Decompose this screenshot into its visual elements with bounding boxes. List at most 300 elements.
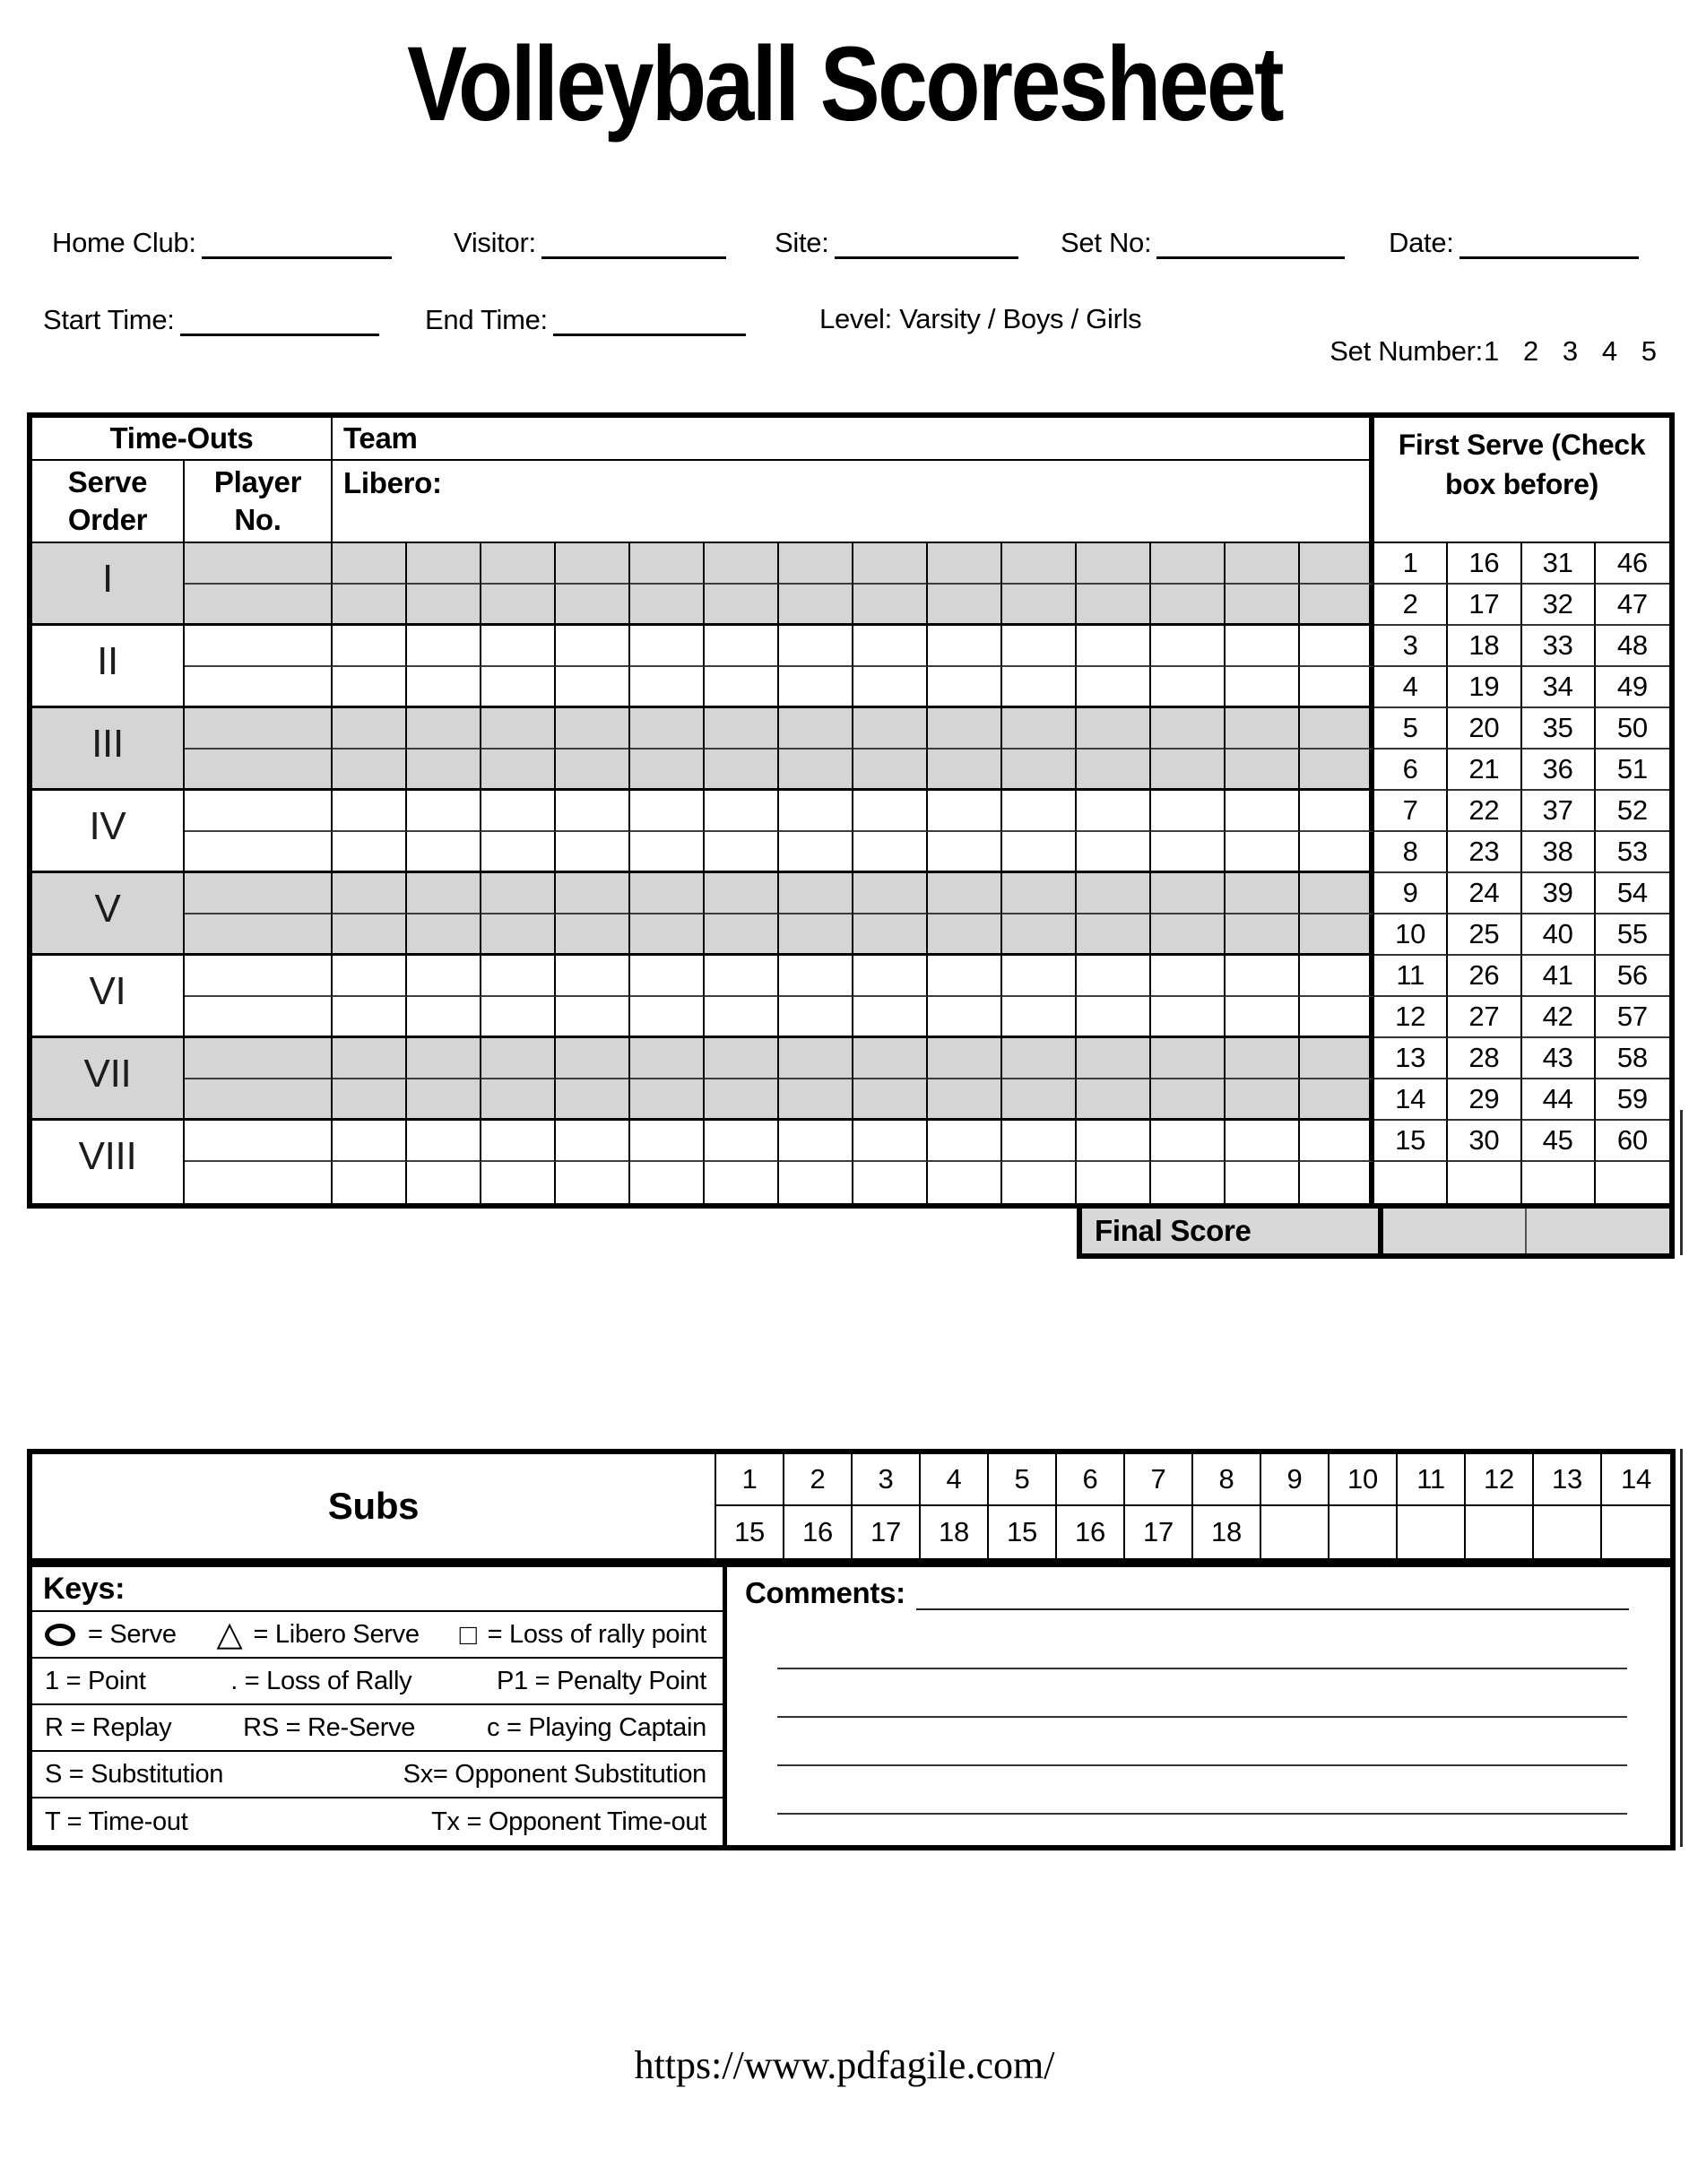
- player-no-cell[interactable]: [185, 667, 333, 708]
- first-serve-checkbox-cell[interactable]: 19: [1448, 667, 1521, 708]
- score-cell[interactable]: [1151, 1121, 1226, 1162]
- score-cell[interactable]: [705, 914, 779, 956]
- subs-cell[interactable]: 3: [853, 1454, 921, 1506]
- score-cell[interactable]: [779, 1162, 853, 1203]
- score-cell[interactable]: [1077, 708, 1151, 750]
- score-cell[interactable]: [1002, 708, 1077, 750]
- score-cell[interactable]: [1226, 708, 1300, 750]
- subs-cell[interactable]: 12: [1466, 1454, 1534, 1506]
- first-serve-checkbox-cell[interactable]: 52: [1596, 791, 1669, 832]
- score-cell[interactable]: [1151, 832, 1226, 873]
- first-serve-checkbox-cell[interactable]: 28: [1448, 1038, 1521, 1079]
- score-cell[interactable]: [1077, 1162, 1151, 1203]
- player-no-cell[interactable]: [185, 956, 333, 997]
- first-serve-checkbox-cell[interactable]: 42: [1522, 997, 1596, 1038]
- player-no-cell[interactable]: [185, 1162, 333, 1203]
- first-serve-checkbox-cell[interactable]: 22: [1448, 791, 1521, 832]
- score-cell[interactable]: [1226, 750, 1300, 791]
- set-no-blank[interactable]: [1156, 224, 1345, 259]
- score-cell[interactable]: [1226, 543, 1300, 585]
- first-serve-checkbox-cell[interactable]: 34: [1522, 667, 1596, 708]
- score-cell[interactable]: [1002, 626, 1077, 667]
- first-serve-checkbox-cell[interactable]: 50: [1596, 708, 1669, 750]
- first-serve-checkbox-cell[interactable]: 5: [1374, 708, 1448, 750]
- subs-cell[interactable]: 17: [1125, 1506, 1193, 1558]
- subs-cell[interactable]: 1: [716, 1454, 784, 1506]
- first-serve-checkbox-cell[interactable]: 2: [1374, 585, 1448, 626]
- start-time-blank[interactable]: [180, 301, 379, 336]
- score-cell[interactable]: [481, 708, 556, 750]
- final-score-visitor-cell[interactable]: [1525, 1209, 1669, 1253]
- score-cell[interactable]: [481, 956, 556, 997]
- first-serve-checkbox-cell[interactable]: 60: [1596, 1121, 1669, 1162]
- score-cell[interactable]: [1300, 626, 1374, 667]
- score-cell[interactable]: [333, 1121, 407, 1162]
- score-cell[interactable]: [630, 832, 705, 873]
- subs-cell[interactable]: 6: [1057, 1454, 1125, 1506]
- score-cell[interactable]: [1151, 543, 1226, 585]
- comment-line[interactable]: [777, 1764, 1627, 1766]
- score-cell[interactable]: [1077, 873, 1151, 914]
- score-cell[interactable]: [1002, 1121, 1077, 1162]
- subs-cell[interactable]: 2: [784, 1454, 853, 1506]
- score-cell[interactable]: [1002, 791, 1077, 832]
- first-serve-checkbox-cell[interactable]: 47: [1596, 585, 1669, 626]
- score-cell[interactable]: [853, 585, 928, 626]
- score-cell[interactable]: [1226, 1162, 1300, 1203]
- score-cell[interactable]: [1151, 667, 1226, 708]
- score-cell[interactable]: [630, 750, 705, 791]
- subs-cell[interactable]: 10: [1330, 1454, 1398, 1506]
- score-cell[interactable]: [630, 914, 705, 956]
- score-cell[interactable]: [928, 585, 1002, 626]
- score-cell[interactable]: [481, 585, 556, 626]
- score-cell[interactable]: [705, 708, 779, 750]
- subs-cell[interactable]: 7: [1125, 1454, 1193, 1506]
- first-serve-checkbox-cell[interactable]: 56: [1596, 956, 1669, 997]
- first-serve-checkbox-cell[interactable]: 30: [1448, 1121, 1521, 1162]
- subs-cell[interactable]: 15: [716, 1506, 784, 1558]
- subs-cell[interactable]: 5: [989, 1454, 1057, 1506]
- player-no-cell[interactable]: [185, 1038, 333, 1079]
- score-cell[interactable]: [853, 626, 928, 667]
- score-cell[interactable]: [779, 997, 853, 1038]
- score-cell[interactable]: [1300, 543, 1374, 585]
- first-serve-checkbox-cell[interactable]: 14: [1374, 1079, 1448, 1121]
- score-cell[interactable]: [630, 585, 705, 626]
- subs-cell[interactable]: 16: [784, 1506, 853, 1558]
- score-cell[interactable]: [481, 832, 556, 873]
- first-serve-checkbox-cell[interactable]: 40: [1522, 914, 1596, 956]
- first-serve-checkbox-cell[interactable]: 38: [1522, 832, 1596, 873]
- score-cell[interactable]: [1300, 708, 1374, 750]
- player-no-cell[interactable]: [185, 750, 333, 791]
- score-cell[interactable]: [333, 1038, 407, 1079]
- score-cell[interactable]: [333, 832, 407, 873]
- first-serve-checkbox-cell[interactable]: 11: [1374, 956, 1448, 997]
- player-no-cell[interactable]: [185, 626, 333, 667]
- first-serve-checkbox-cell[interactable]: 1: [1374, 543, 1448, 585]
- player-no-cell[interactable]: [185, 832, 333, 873]
- score-cell[interactable]: [630, 667, 705, 708]
- first-serve-checkbox-cell[interactable]: [1374, 1162, 1448, 1203]
- score-cell[interactable]: [705, 1038, 779, 1079]
- score-cell[interactable]: [928, 1162, 1002, 1203]
- score-cell[interactable]: [928, 750, 1002, 791]
- score-cell[interactable]: [333, 1079, 407, 1121]
- score-cell[interactable]: [779, 626, 853, 667]
- score-cell[interactable]: [407, 1038, 481, 1079]
- score-cell[interactable]: [1300, 832, 1374, 873]
- score-cell[interactable]: [853, 667, 928, 708]
- score-cell[interactable]: [928, 956, 1002, 997]
- first-serve-checkbox-cell[interactable]: 21: [1448, 750, 1521, 791]
- set-number-option-3[interactable]: 3: [1562, 335, 1578, 367]
- subs-cell[interactable]: 16: [1057, 1506, 1125, 1558]
- score-cell[interactable]: [407, 1121, 481, 1162]
- first-serve-checkbox-cell[interactable]: 17: [1448, 585, 1521, 626]
- score-cell[interactable]: [1151, 626, 1226, 667]
- score-cell[interactable]: [1300, 997, 1374, 1038]
- first-serve-checkbox-cell[interactable]: 29: [1448, 1079, 1521, 1121]
- score-cell[interactable]: [556, 1162, 630, 1203]
- score-cell[interactable]: [556, 667, 630, 708]
- first-serve-checkbox-cell[interactable]: 16: [1448, 543, 1521, 585]
- score-cell[interactable]: [481, 750, 556, 791]
- score-cell[interactable]: [1226, 832, 1300, 873]
- score-cell[interactable]: [1226, 914, 1300, 956]
- first-serve-checkbox-cell[interactable]: [1522, 1162, 1596, 1203]
- first-serve-checkbox-cell[interactable]: 48: [1596, 626, 1669, 667]
- score-cell[interactable]: [556, 956, 630, 997]
- score-cell[interactable]: [1300, 1079, 1374, 1121]
- subs-cell[interactable]: 4: [921, 1454, 989, 1506]
- score-cell[interactable]: [779, 791, 853, 832]
- home-club-blank[interactable]: [202, 224, 392, 259]
- comment-line[interactable]: [916, 1576, 1629, 1610]
- score-cell[interactable]: [333, 708, 407, 750]
- score-cell[interactable]: [407, 1162, 481, 1203]
- score-cell[interactable]: [333, 914, 407, 956]
- score-cell[interactable]: [333, 585, 407, 626]
- score-cell[interactable]: [1002, 873, 1077, 914]
- score-cell[interactable]: [1077, 585, 1151, 626]
- score-cell[interactable]: [481, 1079, 556, 1121]
- score-cell[interactable]: [779, 873, 853, 914]
- first-serve-checkbox-cell[interactable]: 45: [1522, 1121, 1596, 1162]
- score-cell[interactable]: [1226, 626, 1300, 667]
- score-cell[interactable]: [407, 708, 481, 750]
- score-cell[interactable]: [556, 1121, 630, 1162]
- score-cell[interactable]: [407, 667, 481, 708]
- score-cell[interactable]: [1002, 1162, 1077, 1203]
- score-cell[interactable]: [1226, 1121, 1300, 1162]
- score-cell[interactable]: [556, 832, 630, 873]
- first-serve-checkbox-cell[interactable]: 55: [1596, 914, 1669, 956]
- score-cell[interactable]: [556, 914, 630, 956]
- score-cell[interactable]: [928, 626, 1002, 667]
- score-cell[interactable]: [1226, 956, 1300, 997]
- score-cell[interactable]: [556, 708, 630, 750]
- first-serve-checkbox-cell[interactable]: 3: [1374, 626, 1448, 667]
- player-no-cell[interactable]: [185, 543, 333, 585]
- first-serve-checkbox-cell[interactable]: 59: [1596, 1079, 1669, 1121]
- score-cell[interactable]: [333, 543, 407, 585]
- score-cell[interactable]: [1151, 791, 1226, 832]
- score-cell[interactable]: [556, 997, 630, 1038]
- score-cell[interactable]: [333, 626, 407, 667]
- first-serve-checkbox-cell[interactable]: 44: [1522, 1079, 1596, 1121]
- score-cell[interactable]: [705, 1079, 779, 1121]
- score-cell[interactable]: [481, 997, 556, 1038]
- subs-cell[interactable]: 9: [1261, 1454, 1330, 1506]
- score-cell[interactable]: [333, 956, 407, 997]
- score-cell[interactable]: [630, 543, 705, 585]
- first-serve-checkbox-cell[interactable]: 4: [1374, 667, 1448, 708]
- score-cell[interactable]: [779, 832, 853, 873]
- score-cell[interactable]: [630, 1162, 705, 1203]
- score-cell[interactable]: [705, 667, 779, 708]
- date-blank[interactable]: [1459, 224, 1639, 259]
- first-serve-checkbox-cell[interactable]: 37: [1522, 791, 1596, 832]
- score-cell[interactable]: [705, 791, 779, 832]
- subs-cell[interactable]: 17: [853, 1506, 921, 1558]
- score-cell[interactable]: [630, 1038, 705, 1079]
- score-cell[interactable]: [705, 873, 779, 914]
- first-serve-checkbox-cell[interactable]: 49: [1596, 667, 1669, 708]
- score-cell[interactable]: [1226, 873, 1300, 914]
- player-no-cell[interactable]: [185, 791, 333, 832]
- player-no-cell[interactable]: [185, 708, 333, 750]
- score-cell[interactable]: [853, 708, 928, 750]
- player-no-cell[interactable]: [185, 585, 333, 626]
- score-cell[interactable]: [1002, 832, 1077, 873]
- player-no-cell[interactable]: [185, 873, 333, 914]
- score-cell[interactable]: [1300, 667, 1374, 708]
- score-cell[interactable]: [779, 667, 853, 708]
- score-cell[interactable]: [928, 914, 1002, 956]
- score-cell[interactable]: [1002, 1079, 1077, 1121]
- score-cell[interactable]: [1077, 667, 1151, 708]
- score-cell[interactable]: [1077, 956, 1151, 997]
- score-cell[interactable]: [1077, 750, 1151, 791]
- score-cell[interactable]: [928, 791, 1002, 832]
- set-number-option-5[interactable]: 5: [1641, 335, 1657, 367]
- subs-cell[interactable]: [1261, 1506, 1330, 1558]
- score-cell[interactable]: [779, 543, 853, 585]
- score-cell[interactable]: [1151, 585, 1226, 626]
- score-cell[interactable]: [407, 956, 481, 997]
- score-cell[interactable]: [407, 585, 481, 626]
- first-serve-checkbox-cell[interactable]: 7: [1374, 791, 1448, 832]
- score-cell[interactable]: [779, 1121, 853, 1162]
- score-cell[interactable]: [1002, 543, 1077, 585]
- score-cell[interactable]: [705, 626, 779, 667]
- score-cell[interactable]: [853, 832, 928, 873]
- first-serve-checkbox-cell[interactable]: 8: [1374, 832, 1448, 873]
- score-cell[interactable]: [1226, 997, 1300, 1038]
- first-serve-checkbox-cell[interactable]: 36: [1522, 750, 1596, 791]
- score-cell[interactable]: [779, 1038, 853, 1079]
- score-cell[interactable]: [928, 1038, 1002, 1079]
- score-cell[interactable]: [1077, 997, 1151, 1038]
- first-serve-checkbox-cell[interactable]: 51: [1596, 750, 1669, 791]
- score-cell[interactable]: [1151, 1162, 1226, 1203]
- first-serve-checkbox-cell[interactable]: 41: [1522, 956, 1596, 997]
- score-cell[interactable]: [853, 1038, 928, 1079]
- first-serve-checkbox-cell[interactable]: 24: [1448, 873, 1521, 914]
- set-number-option-4[interactable]: 4: [1601, 335, 1617, 367]
- score-cell[interactable]: [1077, 543, 1151, 585]
- first-serve-checkbox-cell[interactable]: 9: [1374, 873, 1448, 914]
- score-cell[interactable]: [928, 832, 1002, 873]
- first-serve-checkbox-cell[interactable]: 20: [1448, 708, 1521, 750]
- score-cell[interactable]: [853, 791, 928, 832]
- score-cell[interactable]: [407, 832, 481, 873]
- first-serve-checkbox-cell[interactable]: 39: [1522, 873, 1596, 914]
- score-cell[interactable]: [1300, 914, 1374, 956]
- score-cell[interactable]: [407, 543, 481, 585]
- score-cell[interactable]: [481, 873, 556, 914]
- first-serve-checkbox-cell[interactable]: 12: [1374, 997, 1448, 1038]
- score-cell[interactable]: [779, 750, 853, 791]
- first-serve-checkbox-cell[interactable]: 10: [1374, 914, 1448, 956]
- score-cell[interactable]: [407, 626, 481, 667]
- subs-cell[interactable]: [1534, 1506, 1602, 1558]
- score-cell[interactable]: [1077, 1079, 1151, 1121]
- score-cell[interactable]: [853, 997, 928, 1038]
- final-score-home-cell[interactable]: [1378, 1209, 1525, 1253]
- score-cell[interactable]: [556, 1038, 630, 1079]
- score-cell[interactable]: [1077, 791, 1151, 832]
- first-serve-checkbox-cell[interactable]: 43: [1522, 1038, 1596, 1079]
- first-serve-checkbox-cell[interactable]: [1596, 1162, 1669, 1203]
- score-cell[interactable]: [705, 585, 779, 626]
- score-cell[interactable]: [853, 873, 928, 914]
- score-cell[interactable]: [705, 1162, 779, 1203]
- subs-cell[interactable]: 8: [1193, 1454, 1261, 1506]
- score-cell[interactable]: [556, 543, 630, 585]
- score-cell[interactable]: [556, 873, 630, 914]
- first-serve-checkbox-cell[interactable]: 54: [1596, 873, 1669, 914]
- score-cell[interactable]: [1226, 1079, 1300, 1121]
- first-serve-checkbox-cell[interactable]: 15: [1374, 1121, 1448, 1162]
- score-cell[interactable]: [779, 708, 853, 750]
- score-cell[interactable]: [779, 914, 853, 956]
- player-no-cell[interactable]: [185, 997, 333, 1038]
- first-serve-checkbox-cell[interactable]: 27: [1448, 997, 1521, 1038]
- score-cell[interactable]: [1300, 1162, 1374, 1203]
- set-number-option-2[interactable]: 2: [1522, 335, 1538, 367]
- score-cell[interactable]: [1002, 956, 1077, 997]
- score-cell[interactable]: [1002, 667, 1077, 708]
- score-cell[interactable]: [630, 997, 705, 1038]
- score-cell[interactable]: [1226, 1038, 1300, 1079]
- score-cell[interactable]: [853, 543, 928, 585]
- score-cell[interactable]: [407, 791, 481, 832]
- subs-cell[interactable]: 18: [1193, 1506, 1261, 1558]
- set-number-option-1[interactable]: 1: [1483, 335, 1499, 367]
- subs-cell[interactable]: 11: [1398, 1454, 1466, 1506]
- score-cell[interactable]: [1151, 997, 1226, 1038]
- first-serve-checkbox-cell[interactable]: 35: [1522, 708, 1596, 750]
- score-cell[interactable]: [556, 1079, 630, 1121]
- first-serve-checkbox-cell[interactable]: 32: [1522, 585, 1596, 626]
- score-cell[interactable]: [1151, 914, 1226, 956]
- score-cell[interactable]: [407, 750, 481, 791]
- score-cell[interactable]: [333, 1162, 407, 1203]
- score-cell[interactable]: [1077, 1038, 1151, 1079]
- score-cell[interactable]: [853, 1162, 928, 1203]
- score-cell[interactable]: [556, 791, 630, 832]
- first-serve-checkbox-cell[interactable]: 23: [1448, 832, 1521, 873]
- score-cell[interactable]: [333, 667, 407, 708]
- score-cell[interactable]: [1226, 585, 1300, 626]
- score-cell[interactable]: [1300, 791, 1374, 832]
- subs-cell[interactable]: [1398, 1506, 1466, 1558]
- score-cell[interactable]: [1002, 585, 1077, 626]
- score-cell[interactable]: [407, 997, 481, 1038]
- score-cell[interactable]: [853, 914, 928, 956]
- score-cell[interactable]: [1151, 750, 1226, 791]
- first-serve-checkbox-cell[interactable]: 57: [1596, 997, 1669, 1038]
- score-cell[interactable]: [1151, 873, 1226, 914]
- score-cell[interactable]: [333, 791, 407, 832]
- score-cell[interactable]: [630, 1121, 705, 1162]
- score-cell[interactable]: [1077, 832, 1151, 873]
- score-cell[interactable]: [928, 1079, 1002, 1121]
- score-cell[interactable]: [481, 1121, 556, 1162]
- score-cell[interactable]: [705, 750, 779, 791]
- score-cell[interactable]: [630, 791, 705, 832]
- score-cell[interactable]: [333, 997, 407, 1038]
- score-cell[interactable]: [481, 667, 556, 708]
- score-cell[interactable]: [407, 914, 481, 956]
- score-cell[interactable]: [779, 1079, 853, 1121]
- score-cell[interactable]: [705, 543, 779, 585]
- first-serve-checkbox-cell[interactable]: 13: [1374, 1038, 1448, 1079]
- first-serve-checkbox-cell[interactable]: 58: [1596, 1038, 1669, 1079]
- score-cell[interactable]: [630, 708, 705, 750]
- visitor-blank[interactable]: [541, 224, 726, 259]
- score-cell[interactable]: [779, 956, 853, 997]
- score-cell[interactable]: [1077, 1121, 1151, 1162]
- comment-line[interactable]: [777, 1716, 1627, 1718]
- score-cell[interactable]: [705, 997, 779, 1038]
- score-cell[interactable]: [333, 873, 407, 914]
- score-cell[interactable]: [853, 750, 928, 791]
- subs-cell[interactable]: 13: [1534, 1454, 1602, 1506]
- score-cell[interactable]: [1077, 626, 1151, 667]
- score-cell[interactable]: [407, 1079, 481, 1121]
- score-cell[interactable]: [928, 873, 1002, 914]
- score-cell[interactable]: [1300, 1038, 1374, 1079]
- score-cell[interactable]: [556, 585, 630, 626]
- player-no-cell[interactable]: [185, 1121, 333, 1162]
- score-cell[interactable]: [556, 750, 630, 791]
- score-cell[interactable]: [853, 1079, 928, 1121]
- player-no-cell[interactable]: [185, 1079, 333, 1121]
- score-cell[interactable]: [481, 914, 556, 956]
- score-cell[interactable]: [928, 997, 1002, 1038]
- first-serve-checkbox-cell[interactable]: 33: [1522, 626, 1596, 667]
- score-cell[interactable]: [1300, 750, 1374, 791]
- score-cell[interactable]: [928, 708, 1002, 750]
- score-cell[interactable]: [481, 1038, 556, 1079]
- score-cell[interactable]: [1002, 750, 1077, 791]
- score-cell[interactable]: [1151, 1038, 1226, 1079]
- score-cell[interactable]: [1300, 956, 1374, 997]
